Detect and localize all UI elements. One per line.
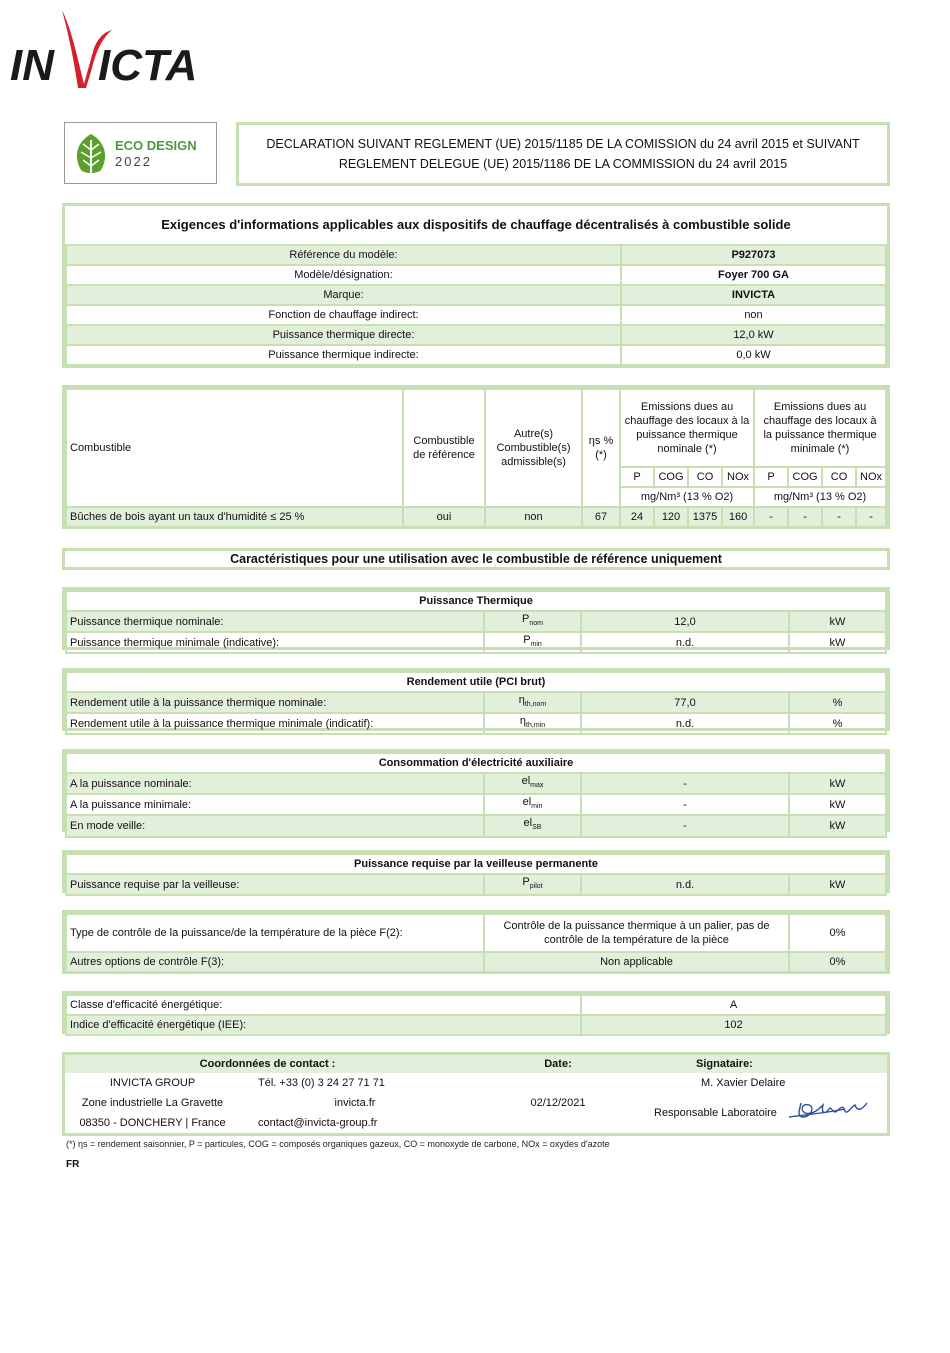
- contact-header: Coordonnées de contact :: [65, 1055, 470, 1073]
- row-value: -: [581, 794, 789, 815]
- efficacite-index: 102: [581, 1015, 886, 1035]
- company-name: INVICTA GROUP: [109, 1077, 196, 1089]
- row-symbol: $P_{pilot}$: [484, 874, 581, 895]
- signataire-header: Signataire:: [646, 1055, 887, 1073]
- h-combustible: Combustible: [66, 389, 403, 507]
- nom-cog: 120: [654, 507, 688, 527]
- contact-email[interactable]: contact@invicta-group.fr: [258, 1117, 378, 1129]
- signature-icon: [785, 1095, 875, 1125]
- svg-text:IN: IN: [10, 41, 54, 88]
- info-value: Foyer 700 GA: [621, 265, 886, 285]
- info-value: non: [621, 305, 886, 325]
- date-header: Date:: [470, 1055, 646, 1073]
- info-table: [65, 244, 887, 366]
- controle-pct: 0%: [789, 914, 886, 952]
- sub-p: P: [620, 467, 654, 487]
- row-value: n.d.: [581, 713, 789, 734]
- info-value: 0,0 kW: [621, 345, 886, 365]
- row-label: Puissance thermique nominale:: [66, 611, 484, 632]
- language-code: FR: [66, 1159, 80, 1170]
- veilleuse-table: [65, 853, 887, 896]
- efficacite-class: A: [581, 995, 886, 1015]
- row-label: A la puissance minimale:: [66, 794, 484, 815]
- row-symbol: $P_{nom}$: [484, 611, 581, 632]
- row-label: En mode veille:: [66, 815, 484, 836]
- h-eta: ηs % (*): [582, 389, 620, 507]
- row-label: A la puissance nominale:: [66, 773, 484, 794]
- efficacite-label: Classe d'efficacité énergétique:: [66, 995, 581, 1015]
- sub-co: CO: [822, 467, 856, 487]
- row-value: 12,0: [581, 611, 789, 632]
- unit-nominal: mg/Nm³ (13 % O2): [620, 487, 754, 507]
- row-symbol: $\eta_{th,min}$: [484, 713, 581, 734]
- leaf-icon: [71, 132, 111, 176]
- fuel-section: [62, 385, 890, 529]
- info-value: P927073: [621, 245, 886, 265]
- fuel-autres: non: [485, 507, 582, 527]
- footnote: (*) ηs = rendement saisonnier, P = particules, COG = composés organiques gazeux, CO = monoxyde de carbone, NOx = oxydes d'azote: [66, 1139, 610, 1149]
- sub-cog: COG: [788, 467, 822, 487]
- efficacite-table: [65, 994, 887, 1036]
- min-cog: -: [788, 507, 822, 527]
- declaration-box: [236, 122, 890, 186]
- eco-design-badge: [64, 122, 217, 184]
- row-label: Rendement utile à la puissance thermique nominale:: [66, 692, 484, 713]
- fuel-name: Bûches de bois ayant un taux d'humidité ≤ 25 %: [66, 507, 403, 527]
- row-unit: kW: [789, 632, 886, 653]
- sub-nox: NOx: [856, 467, 886, 487]
- row-label: Puissance requise par la veilleuse:: [66, 874, 484, 895]
- puissance-title: Puissance Thermique: [66, 591, 886, 611]
- controle-table: [65, 913, 887, 973]
- row-value: -: [581, 815, 789, 836]
- row-value: n.d.: [581, 632, 789, 653]
- declaration-text: DECLARATION SUIVANT REGLEMENT (UE) 2015/1185 DE LA COMISSION du 24 avril 2015 et SUIVANT REGLEMENT DELEGUE (UE) 2015/1186 DE LA COMMISSION du 24 avril 2015: [266, 137, 860, 171]
- row-unit: %: [789, 692, 886, 713]
- controle-value: Contrôle de la puissance thermique à un palier, pas de contrôle de la température de la pièce: [484, 914, 789, 952]
- invicta-logo: [8, 8, 233, 88]
- declaration-date: 02/12/2021: [530, 1097, 586, 1109]
- company-city: 08350 - DONCHERY | France: [79, 1117, 226, 1129]
- signer-role: Responsable Laboratoire: [654, 1107, 777, 1119]
- efficacite-label: Indice d'efficacité énergétique (IEE):: [66, 1015, 581, 1035]
- min-p: -: [754, 507, 788, 527]
- company-address: Zone industrielle La Gravette: [81, 1097, 224, 1109]
- row-value: 77,0: [581, 692, 789, 713]
- fuel-eta: 67: [582, 507, 620, 527]
- row-symbol: $el_{max}$: [484, 773, 581, 794]
- eco-line2: 2022: [115, 154, 152, 169]
- controle-value: Non applicable: [484, 952, 789, 972]
- rendement-section: [62, 668, 890, 731]
- puissance-table: [65, 590, 887, 654]
- veilleuse-section: [62, 850, 890, 893]
- contact-section: [62, 1052, 890, 1136]
- fuel-ref: oui: [403, 507, 485, 527]
- electricite-section: [62, 749, 890, 832]
- info-label: Marque:: [66, 285, 621, 305]
- controle-section: [62, 910, 890, 974]
- info-label: Fonction de chauffage indirect:: [66, 305, 621, 325]
- h-autres: Autre(s) Combustible(s) admissible(s): [485, 389, 582, 507]
- sub-nox: NOx: [722, 467, 754, 487]
- signer-name: M. Xavier Delaire: [701, 1077, 786, 1089]
- carac-title: Caractéristiques pour une utilisation avec le combustible de référence uniquement: [62, 548, 890, 570]
- svg-text:ICTA: ICTA: [98, 41, 198, 88]
- row-value: -: [581, 773, 789, 794]
- veilleuse-title: Puissance requise par la veilleuse permanente: [66, 854, 886, 874]
- controle-label: Autres options de contrôle F(3):: [66, 952, 484, 972]
- electricite-table: [65, 752, 887, 838]
- controle-pct: 0%: [789, 952, 886, 972]
- eco-line1: ECO DESIGN: [115, 138, 197, 153]
- controle-label: Type de contrôle de la puissance/de la température de la pièce F(2):: [66, 914, 484, 952]
- contact-table: [65, 1055, 887, 1133]
- row-unit: kW: [789, 874, 886, 895]
- row-unit: kW: [789, 815, 886, 836]
- row-label: Puissance thermique minimale (indicative):: [66, 632, 484, 653]
- info-label: Modèle/désignation:: [66, 265, 621, 285]
- min-co: -: [822, 507, 856, 527]
- signer-role-cell: [646, 1093, 887, 1133]
- info-label: Puissance thermique indirecte:: [66, 345, 621, 365]
- nom-co: 1375: [688, 507, 722, 527]
- info-value: INVICTA: [621, 285, 886, 305]
- info-title: Exigences d'informations applicables aux dispositifs de chauffage décentralisés à combustible solide: [161, 217, 791, 232]
- info-value: 12,0 kW: [621, 325, 886, 345]
- row-unit: kW: [789, 611, 886, 632]
- min-nox: -: [856, 507, 886, 527]
- row-unit: kW: [789, 773, 886, 794]
- electricite-title: Consommation d'électricité auxiliaire: [66, 753, 886, 773]
- contact-phone: Tél. +33 (0) 3 24 27 71 71: [258, 1077, 385, 1089]
- h-reference: Combustible de référence: [403, 389, 485, 507]
- h-nominal: Emissions dues au chauffage des locaux à la puissance thermique nominale (*): [620, 389, 754, 467]
- efficacite-section: [62, 991, 890, 1034]
- row-symbol: $P_{min}$: [484, 632, 581, 653]
- info-section: [62, 203, 890, 368]
- nom-p: 24: [620, 507, 654, 527]
- rendement-table: [65, 671, 887, 735]
- row-unit: kW: [789, 794, 886, 815]
- fuel-table: [65, 388, 887, 528]
- row-label: Rendement utile à la puissance thermique minimale (indicatif):: [66, 713, 484, 734]
- sub-co: CO: [688, 467, 722, 487]
- sub-cog: COG: [654, 467, 688, 487]
- h-minimal: Emissions dues au chauffage des locaux à la puissance thermique minimale (*): [754, 389, 886, 467]
- contact-web[interactable]: invicta.fr: [334, 1097, 376, 1109]
- info-label: Référence du modèle:: [66, 245, 621, 265]
- rendement-title: Rendement utile (PCI brut): [66, 672, 886, 692]
- row-value: n.d.: [581, 874, 789, 895]
- sub-p: P: [754, 467, 788, 487]
- row-unit: %: [789, 713, 886, 734]
- info-label: Puissance thermique directe:: [66, 325, 621, 345]
- row-symbol: $el_{SB}$: [484, 815, 581, 836]
- row-symbol: $el_{min}$: [484, 794, 581, 815]
- puissance-section: [62, 587, 890, 650]
- unit-minimal: mg/Nm³ (13 % O2): [754, 487, 886, 507]
- row-symbol: $\eta_{th,nom}$: [484, 692, 581, 713]
- nom-nox: 160: [722, 507, 754, 527]
